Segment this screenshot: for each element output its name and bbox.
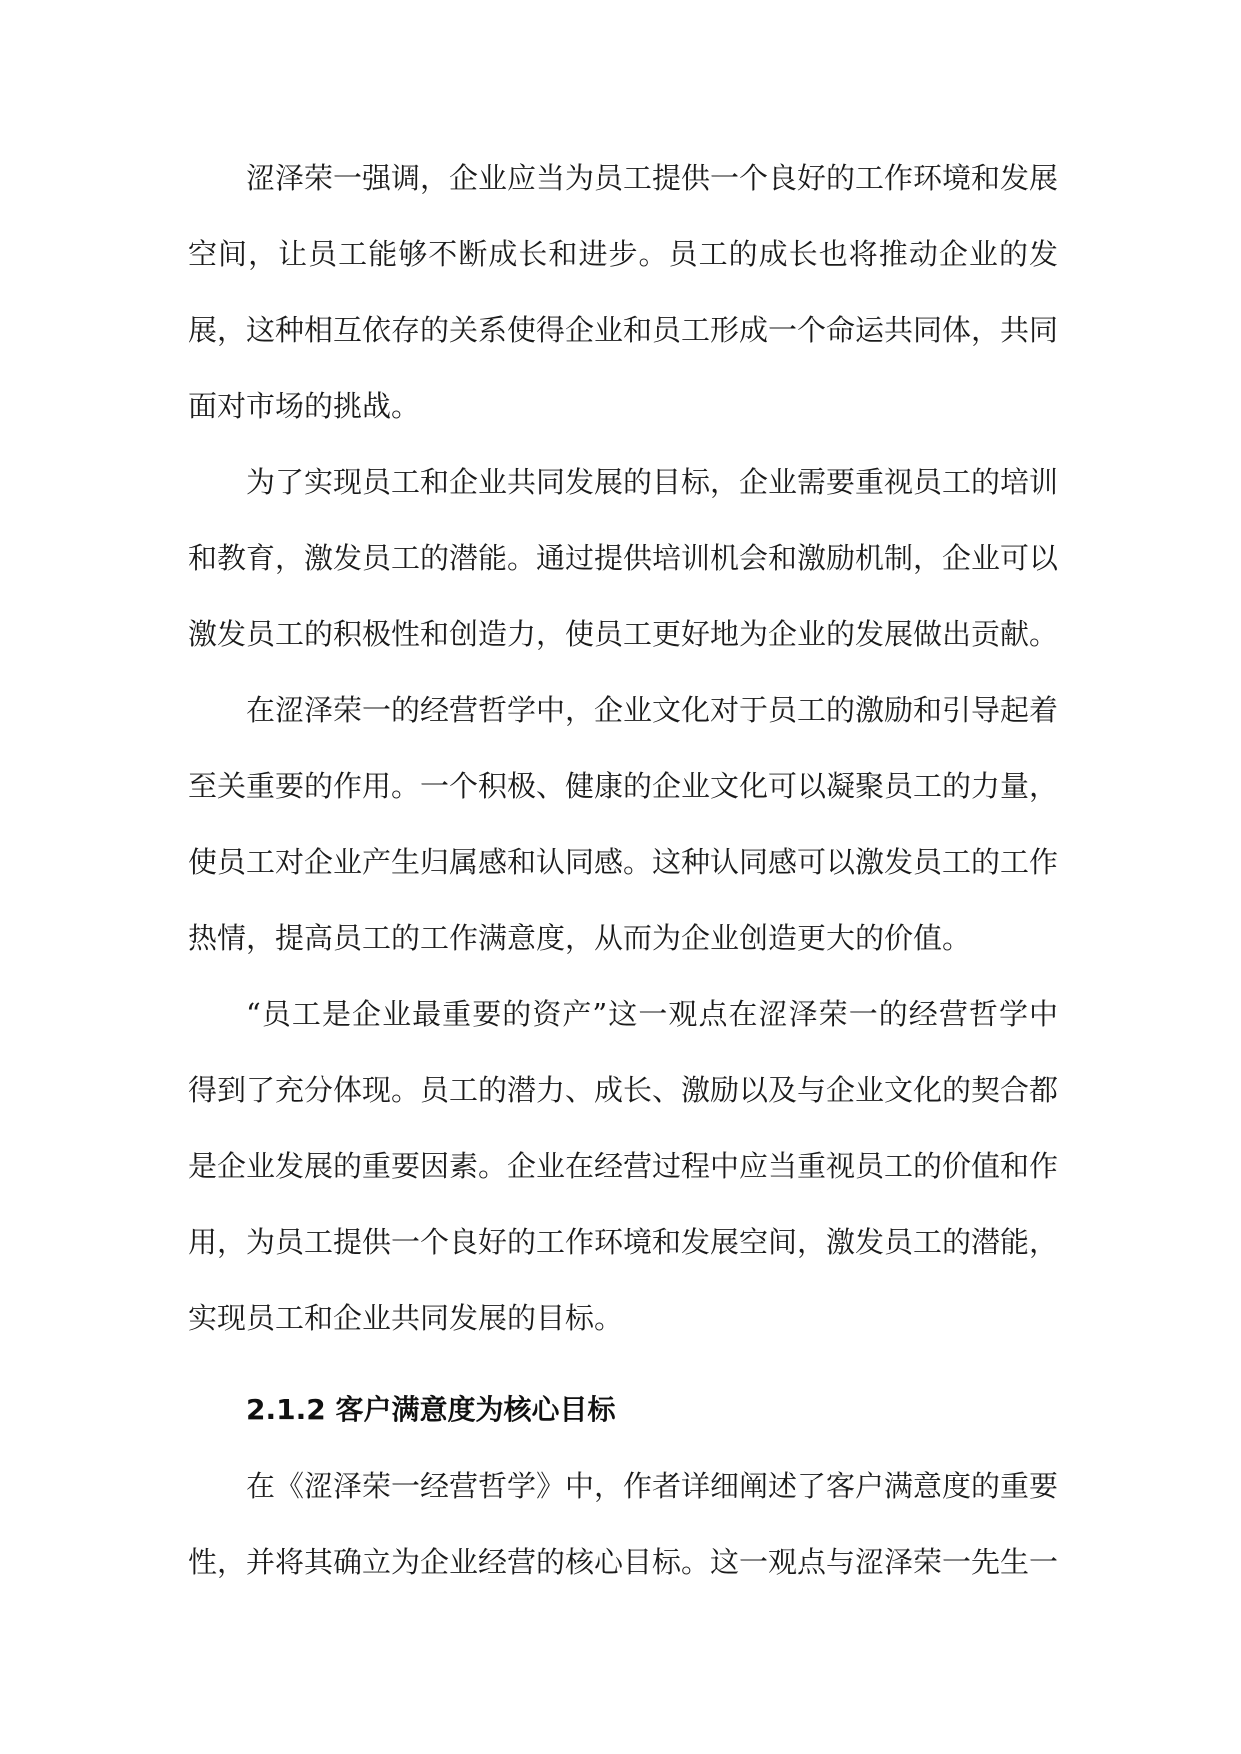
paragraph-corporate-culture: 在涩泽荣一的经营哲学中，企业文化对于员工的激励和引导起着至关重要的作用。一个积极、健康的企业文化可以凝聚员工的力量，使员工对企业产生归属感和认同感。这种认同感可以激发员工的工作热情，提高员工的工作满意度，从而为企业创造更大的价值。: [188, 693, 1059, 955]
paragraph-customer-satisfaction: 在《涩泽荣一经营哲学》中，作者详细阐述了客户满意度的重要性，并将其确立为企业经营的核心目标。这一观点与涩泽荣一先生一: [188, 1469, 1059, 1579]
paragraph-training: 为了实现员工和企业共同发展的目标，企业需要重视员工的培训和教育，激发员工的潜能。通过提供培训机会和激励机制，企业可以激发员工的积极性和创造力，使员工更好地为企业的发展做出贡献。: [188, 465, 1059, 651]
paragraph-employee-asset: “员工是企业最重要的资产”这一观点在涩泽荣一的经营哲学中得到了充分体现。员工的潜力、成长、激励以及与企业文化的契合都是企业发展的重要因素。企业在经营过程中应当重视员工的价值和作用，为员工提供一个良好的工作环境和发展空间，激发员工的潜能，实现员工和企业共同发展的目标。: [188, 997, 1059, 1335]
paragraph-employee-environment: 涩泽荣一强调，企业应当为员工提供一个良好的工作环境和发展空间，让员工能够不断成长和进步。员工的成长也将推动企业的发展，这种相互依存的关系使得企业和员工形成一个命运共同体，共同面对市场的挑战。: [188, 161, 1059, 423]
document-body: [188, 140, 1058, 1600]
section-heading: 2.1.2 客户满意度为核心目标: [246, 1393, 616, 1426]
